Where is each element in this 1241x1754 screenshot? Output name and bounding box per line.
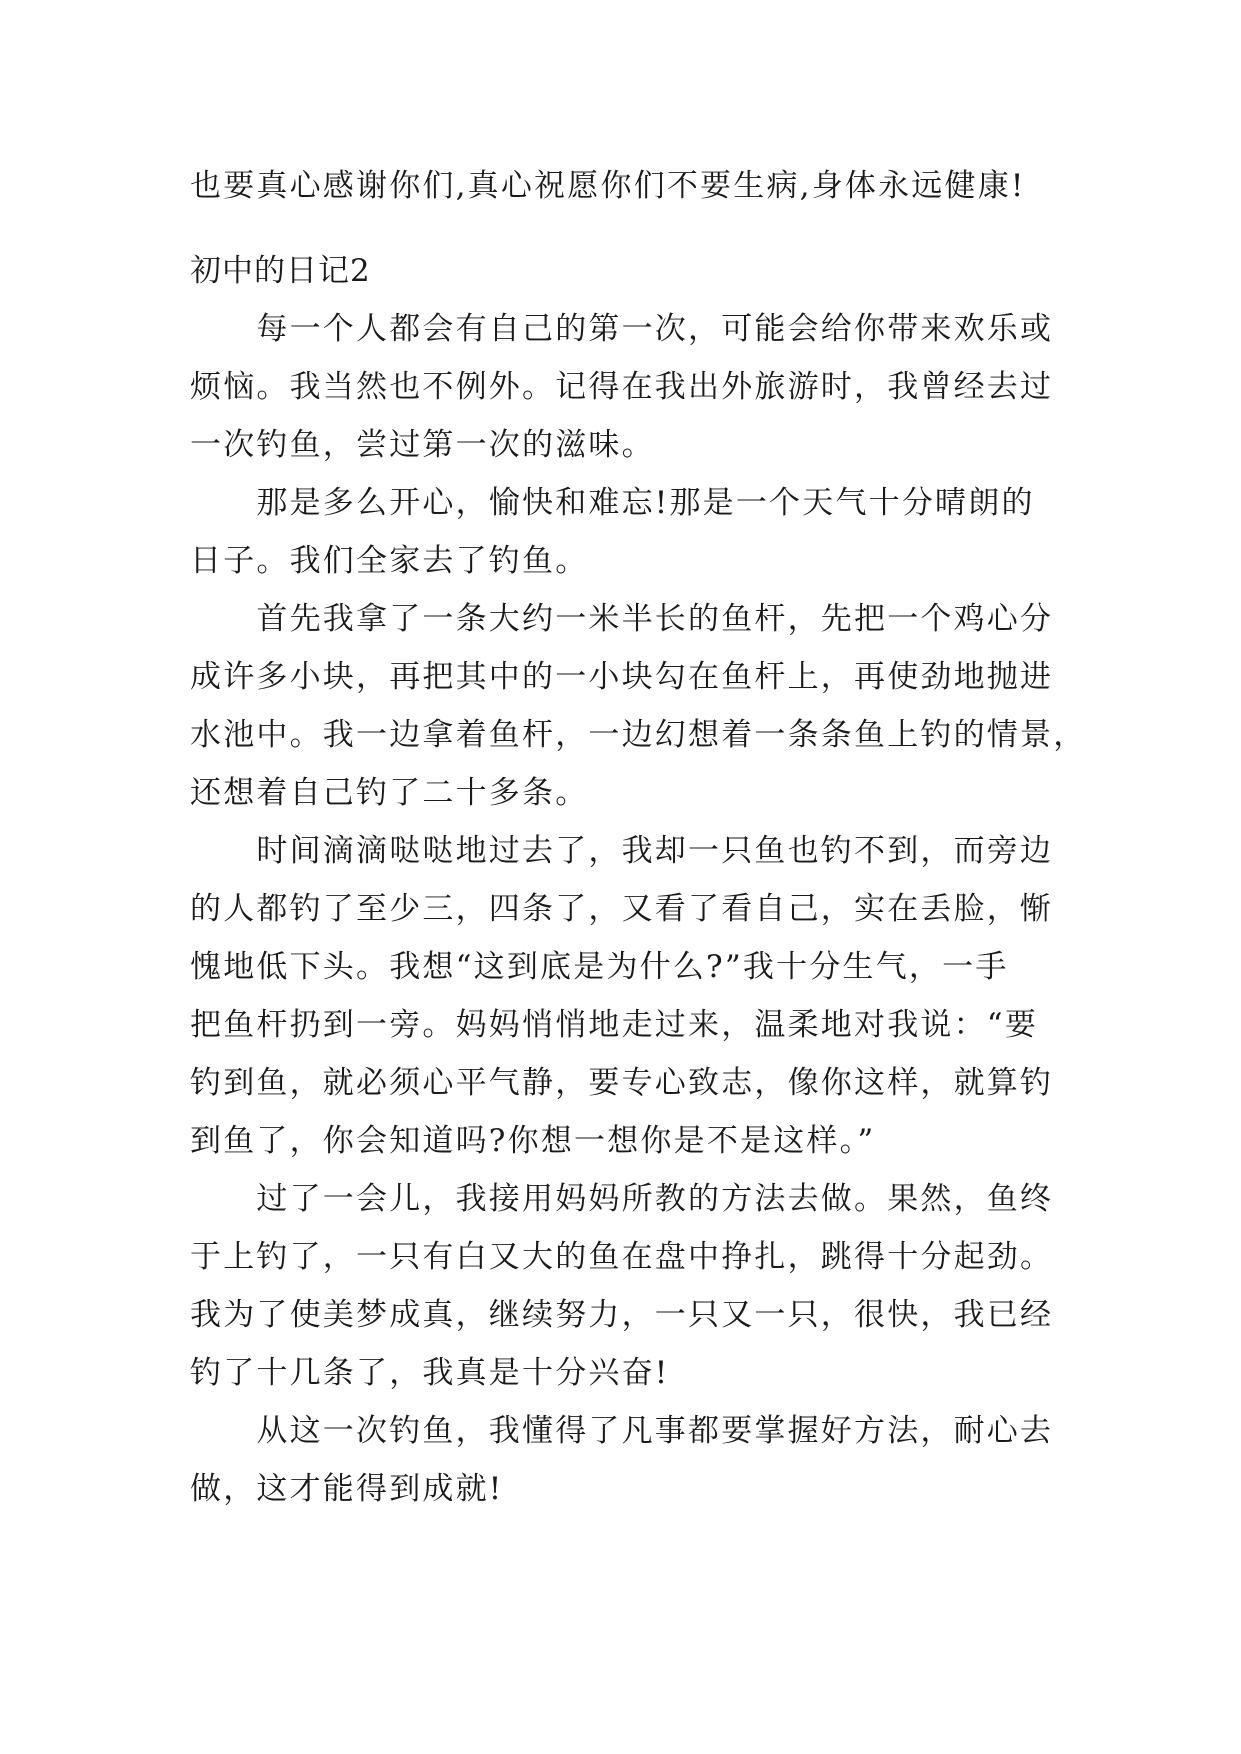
- text-line: 水池中。我一边拿着鱼杆，一边幻想着一条条鱼上钓的情景，: [190, 717, 1087, 753]
- text-line: 做，这才能得到成就!: [190, 1471, 504, 1507]
- text-line: 过了一会儿，我接用妈妈所教的方法去做。果然，鱼终: [190, 1181, 1054, 1217]
- text-line: 那是多么开心，愉快和难忘!那是一个天气十分晴朗的: [190, 485, 1035, 521]
- text-line: 一次钓鱼，尝过第一次的滋味。: [190, 427, 655, 463]
- text-line: 还想着自己钓了二十多条。: [190, 775, 589, 811]
- text-line: 时间滴滴哒哒地过去了，我却一只鱼也钓不到，而旁边: [190, 833, 1054, 869]
- text-line: 钓了十几条了，我真是十分兴奋!: [190, 1355, 670, 1391]
- text-line: 我为了使美梦成真，继续努力，一只又一只，很快，我已经: [190, 1297, 1054, 1333]
- text-line: 把鱼杆扔到一旁。妈妈悄悄地走过来，温柔地对我说：“要: [190, 1007, 1039, 1043]
- text-line: 从这一次钓鱼，我懂得了凡事都要掌握好方法，耐心去: [190, 1413, 1054, 1449]
- text-line: 于上钓了，一只有白又大的鱼在盘中挣扎，跳得十分起劲。: [190, 1239, 1054, 1275]
- text-line: 烦恼。我当然也不例外。记得在我出外旅游时，我曾经去过: [190, 369, 1054, 405]
- text-line: 钓到鱼，就必须心平气静，要专心致志，像你这样，就算钓: [190, 1065, 1054, 1101]
- text-line: 到鱼了，你会知道吗?你想一想你是不是这样。”: [190, 1123, 876, 1159]
- text-line: 愧地低下头。我想“这到底是为什么?”我十分生气，一手: [190, 949, 1009, 985]
- text-line: 成许多小块，再把其中的一小块勾在鱼杆上，再使劲地抛进: [190, 659, 1054, 695]
- text-line: 首先我拿了一条大约一米半长的鱼杆，先把一个鸡心分: [190, 601, 1054, 637]
- text-line: 每一个人都会有自己的第一次，可能会给你带来欢乐或: [190, 311, 1054, 347]
- diary-title: 初中的日记2: [190, 253, 371, 289]
- intro-line: 也要真心感谢你们,真心祝愿你们不要生病,身体永远健康!: [190, 168, 1026, 204]
- text-line: 的人都钓了至少三，四条了，又看了看自己，实在丢脸，惭: [190, 891, 1054, 927]
- text-line: 日子。我们全家去了钓鱼。: [190, 543, 589, 579]
